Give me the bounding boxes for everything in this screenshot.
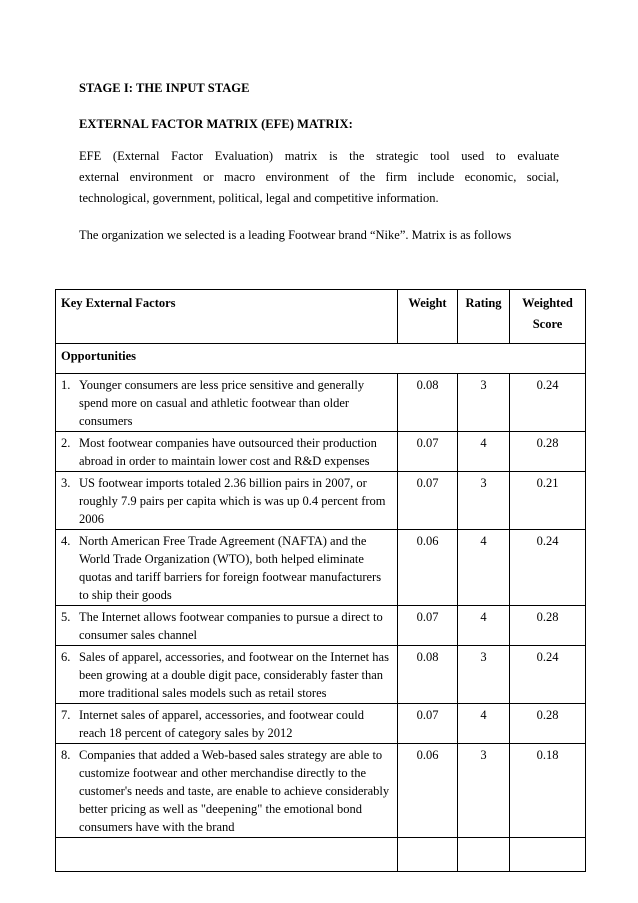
rating-cell: 4 [458, 530, 510, 606]
factor-cell [56, 472, 398, 530]
weight-cell: 0.07 [398, 432, 458, 472]
weight-cell: 0.06 [398, 744, 458, 838]
empty-cell [56, 838, 398, 872]
table-row [56, 744, 586, 838]
header-rating: Rating [458, 290, 510, 344]
factor-cell [56, 432, 398, 472]
table-row [56, 530, 586, 606]
weighted-score-cell: 0.28 [510, 606, 586, 646]
weight-cell: 0.07 [398, 704, 458, 744]
efe-matrix-table [55, 289, 586, 872]
efe-matrix-heading: EXTERNAL FACTOR MATRIX (EFE) MATRIX: [79, 117, 353, 131]
factor-number: 1. [61, 378, 71, 392]
rating-cell: 4 [458, 704, 510, 744]
factor-number: 8. [61, 748, 71, 762]
header-key-external-factors: Key External Factors [56, 290, 398, 344]
factor-number: 3. [61, 476, 71, 490]
section-row-opportunities [56, 344, 586, 374]
table-row [56, 704, 586, 744]
weighted-score-cell: 0.24 [510, 374, 586, 432]
table-row [56, 606, 586, 646]
weighted-score-cell: 0.24 [510, 530, 586, 606]
stage-heading: STAGE I: THE INPUT STAGE [79, 81, 250, 95]
factor-cell [56, 374, 398, 432]
factor-cell [56, 744, 398, 838]
section-label: Opportunities [56, 344, 586, 374]
rating-cell: 4 [458, 606, 510, 646]
intro-line-1: EFE (External Factor Evaluation) matrix is the strategic tool used to evaluate [79, 149, 559, 163]
rating-cell: 3 [458, 744, 510, 838]
weight-cell: 0.06 [398, 530, 458, 606]
empty-cell [398, 838, 458, 872]
factor-cell [56, 606, 398, 646]
weight-cell: 0.08 [398, 374, 458, 432]
empty-table-row [56, 838, 586, 872]
rating-cell: 3 [458, 472, 510, 530]
weighted-score-cell: 0.18 [510, 744, 586, 838]
table-header-row [56, 290, 586, 344]
weighted-score-cell: 0.28 [510, 704, 586, 744]
factor-number: 7. [61, 708, 71, 722]
factor-text: Most footwear companies have outsourced their production abroad in order to maintain lower cost and R&D expenses [79, 436, 377, 468]
weighted-score-cell: 0.21 [510, 472, 586, 530]
table-row [56, 472, 586, 530]
factor-text: The Internet allows footwear companies to pursue a direct to consumer sales channel [79, 610, 383, 642]
selection-paragraph: The organization we selected is a leading Footwear brand “Nike”. Matrix is as follows [79, 228, 512, 242]
factor-number: 2. [61, 436, 71, 450]
weight-cell: 0.07 [398, 606, 458, 646]
factor-cell [56, 530, 398, 606]
factor-text: US footwear imports totaled 2.36 billion pairs in 2007, or roughly 7.9 pairs per capita which is was up 0.4 percent from 2006 [79, 476, 386, 526]
empty-cell [510, 838, 586, 872]
table-row [56, 374, 586, 432]
table-row [56, 432, 586, 472]
weighted-score-cell: 0.24 [510, 646, 586, 704]
table-row [56, 646, 586, 704]
rating-cell: 3 [458, 646, 510, 704]
weighted-score-cell: 0.28 [510, 432, 586, 472]
factor-text: Companies that added a Web-based sales strategy are able to customize footwear and other merchandise directly to the customer's needs and taste, are enable to achieve considerably better pricing as well as "deepening" the emotional bond consumers have with the brand [79, 748, 390, 834]
factor-number: 4. [61, 534, 71, 548]
factor-text: Internet sales of apparel, accessories, and footwear could reach 18 percent of category sales by 2012 [79, 708, 364, 740]
factor-number: 6. [61, 650, 71, 664]
factor-number: 5. [61, 610, 71, 624]
intro-line-2: external environment or macro environment of the firm include economic, social, [79, 170, 559, 184]
weight-cell: 0.07 [398, 472, 458, 530]
intro-paragraph [79, 146, 559, 209]
weight-cell: 0.08 [398, 646, 458, 704]
rating-cell: 3 [458, 374, 510, 432]
intro-line-3: technological, government, political, legal and competitive information. [79, 191, 439, 205]
factor-cell [56, 704, 398, 744]
factor-text: Sales of apparel, accessories, and footwear on the Internet has been growing at a double digit pace, considerably faster than more traditional sales models such as retail stores [79, 650, 389, 700]
header-weighted-score: Weighted Score [510, 290, 586, 344]
header-weight: Weight [398, 290, 458, 344]
empty-cell [458, 838, 510, 872]
factor-text: Younger consumers are less price sensitive and generally spend more on casual and athletic footwear than older consumers [79, 378, 365, 428]
factor-cell [56, 646, 398, 704]
factor-text: North American Free Trade Agreement (NAFTA) and the World Trade Organization (WTO), both helped eliminate quotas and tariff barriers for foreign footwear manufacturers to ship their goods [79, 534, 382, 602]
rating-cell: 4 [458, 432, 510, 472]
